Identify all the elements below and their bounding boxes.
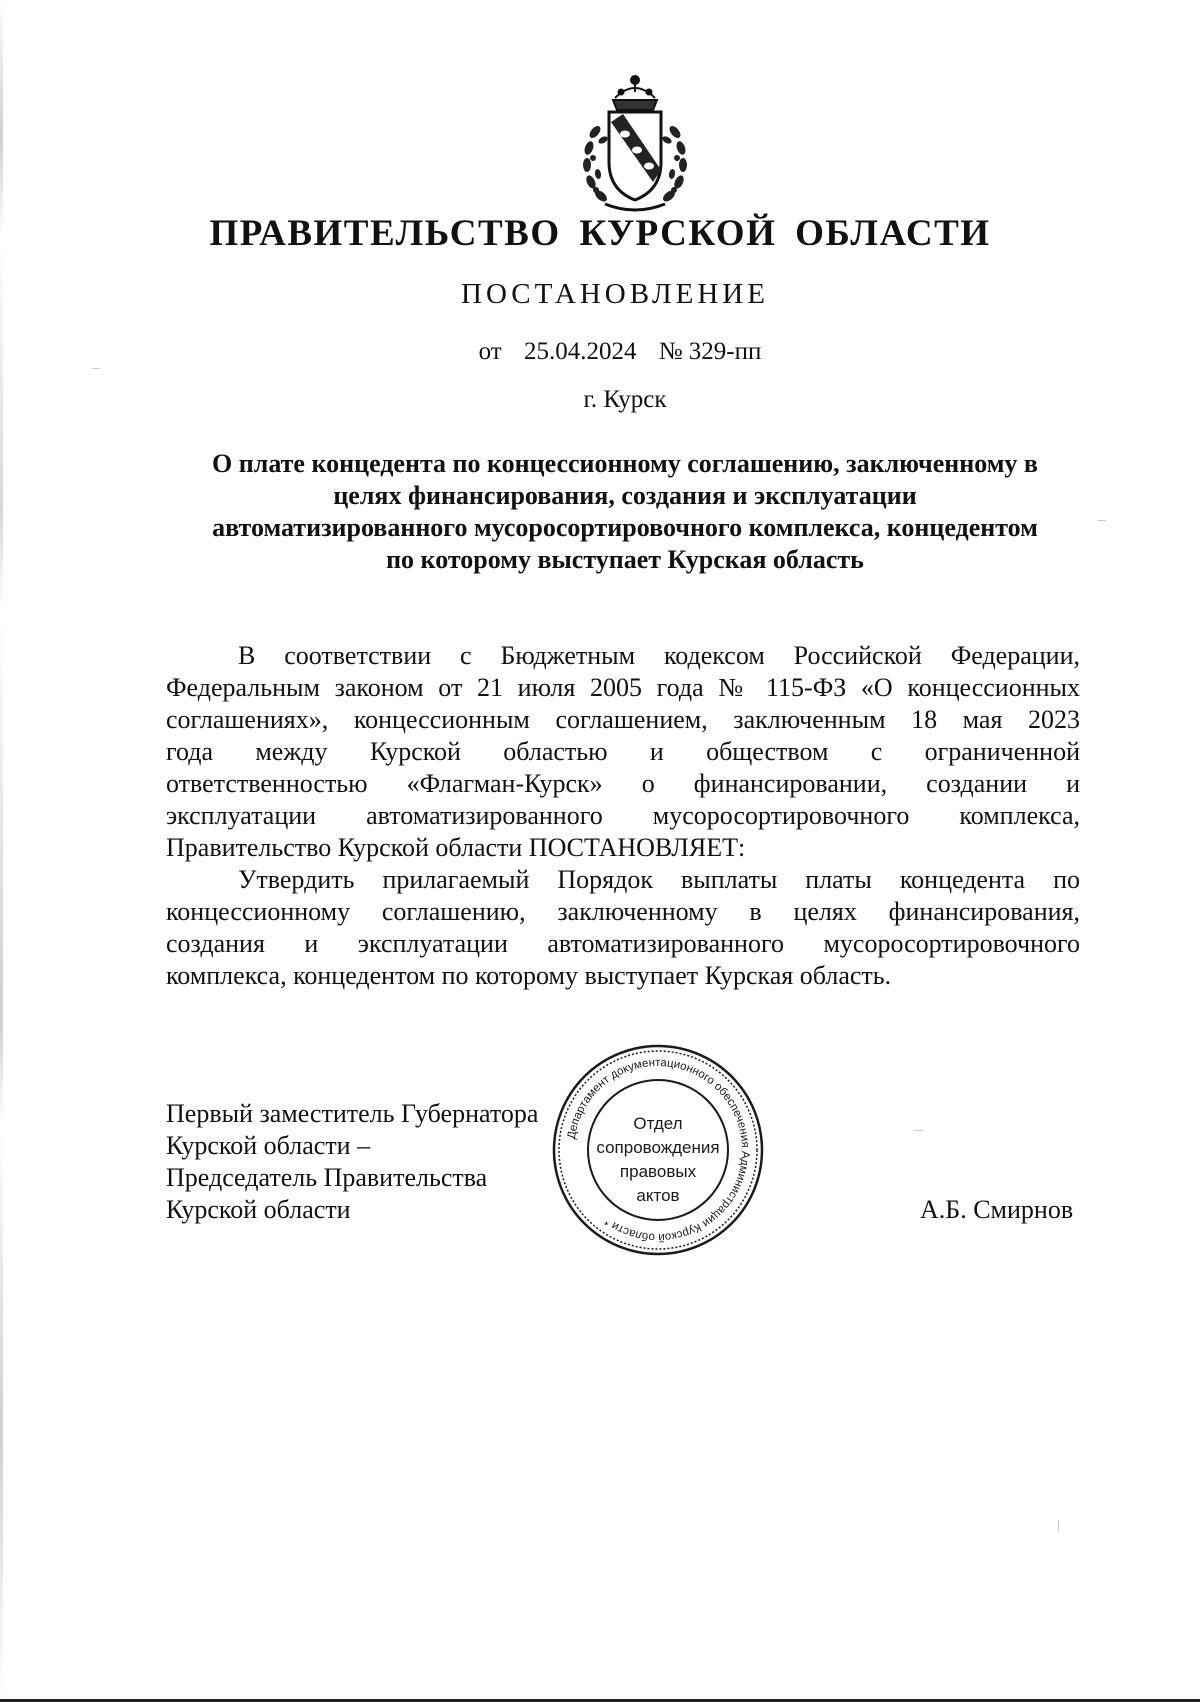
signer-position-line: Первый заместитель Губернатора xyxy=(166,1099,539,1128)
stamp-line: актов xyxy=(636,1186,680,1205)
scan-speck xyxy=(914,1130,924,1131)
document-type: ПОСТАНОВЛЕНИЕ xyxy=(461,278,769,310)
date-prefix: от xyxy=(478,338,502,365)
official-stamp-icon xyxy=(548,1040,768,1260)
body-line: концессионному соглашению, заключенному в целях финансирования, xyxy=(166,897,1080,926)
scan-speck xyxy=(1098,520,1106,521)
government-title: ПРАВИТЕЛЬСТВО КУРСКОЙ ОБЛАСТИ xyxy=(209,213,991,254)
body-line: Федеральным законом от 21 июля 2005 года № 115-ФЗ «О концессионных xyxy=(166,673,1080,702)
stamp-line: правовых xyxy=(619,1162,697,1181)
signer-position-line: Курской области xyxy=(166,1195,351,1224)
scan-edge xyxy=(0,0,3,1702)
stamp-line: сопровождения xyxy=(596,1138,720,1157)
stamp-ring-text: Департамент документационного обеспечения Администрации Курской области * xyxy=(565,1056,752,1244)
body-line: эксплуатации автоматизированного мусоросортировочного комплекса, xyxy=(166,801,1080,830)
scan-speck xyxy=(92,368,100,369)
subject-line: целях финансирования, создания и эксплуатации xyxy=(333,481,917,510)
document-number: № 329-пп xyxy=(658,338,762,365)
subject-line: автоматизированного мусоросортировочного комплекса, концедентом xyxy=(212,513,1038,542)
body-line: создания и эксплуатации автоматизированного мусоросортировочного xyxy=(166,929,1080,958)
body-line: В соответствии с Бюджетным кодексом Российской Федерации, xyxy=(238,641,1080,670)
scan-speck xyxy=(1058,1520,1059,1532)
stamp-center-text xyxy=(548,1112,768,1208)
subject-line: О плате концедента по концессионному соглашению, заключенному в xyxy=(212,449,1038,478)
signer-name: А.Б. Смирнов xyxy=(920,1195,1074,1224)
signer-position xyxy=(166,1098,538,1226)
body-line: года между Курской областью и обществом с ограниченной xyxy=(166,737,1080,766)
kursk-coat-of-arms-icon xyxy=(565,70,705,220)
signer-position-line: Курской области – xyxy=(166,1131,371,1160)
document-city: г. Курск xyxy=(583,386,667,413)
stamp-line: Отдел xyxy=(633,1114,683,1133)
subject-line: по которому выступает Курская область xyxy=(386,545,864,574)
body-line: ответственностью «Флагман-Курск» о финансировании, создании и xyxy=(166,769,1080,798)
body-line: комплекса, концедентом по которому выступает Курская область. xyxy=(166,961,892,990)
document-body xyxy=(166,640,1080,992)
document-subject xyxy=(160,448,1090,576)
document-date: 25.04.2024 xyxy=(523,338,637,365)
body-line: Правительство Курской области ПОСТАНОВЛЯЕТ: xyxy=(166,833,746,862)
signer-position-line: Председатель Правительства xyxy=(166,1163,488,1192)
body-line: Утвердить прилагаемый Порядок выплаты платы концедента по xyxy=(238,865,1080,894)
document-date-line xyxy=(0,338,1200,366)
body-line: соглашениях», концессионным соглашением, заключенным 18 мая 2023 xyxy=(166,705,1080,734)
